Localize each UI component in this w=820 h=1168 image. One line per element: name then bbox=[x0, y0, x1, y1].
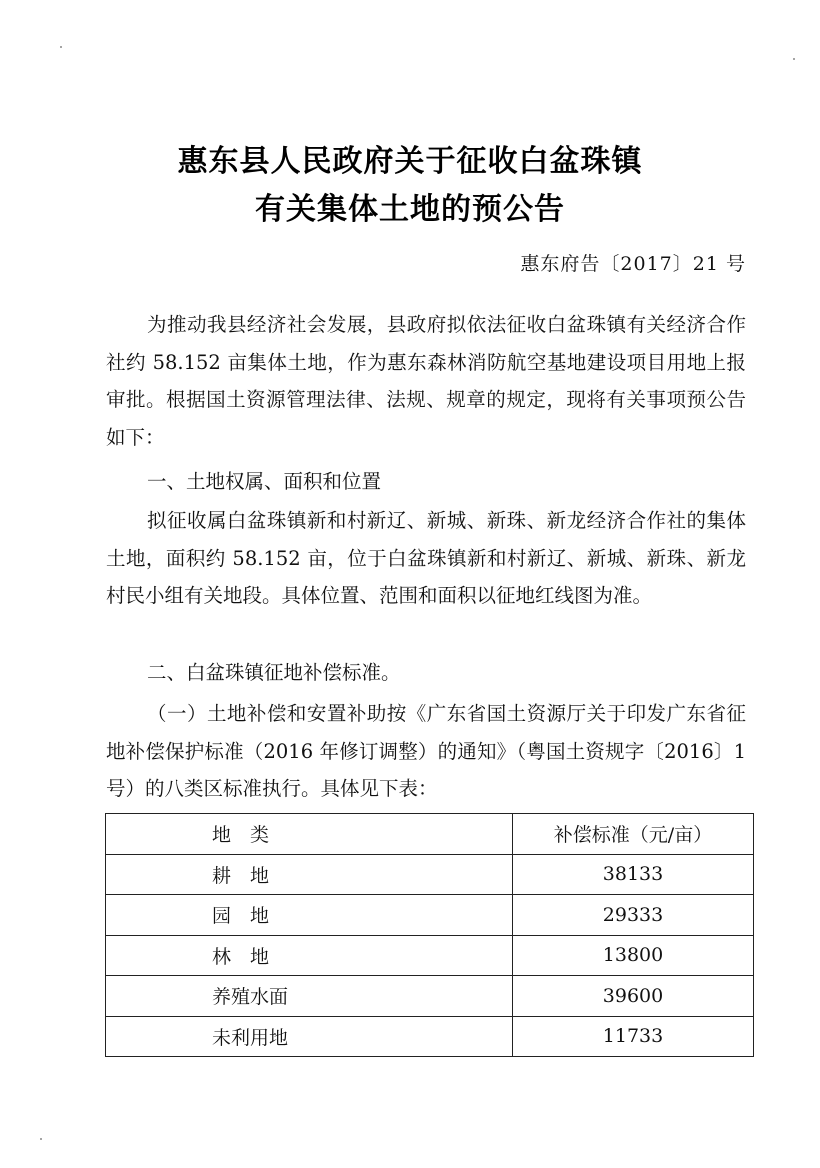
table-header-row bbox=[106, 814, 754, 855]
scan-speck bbox=[793, 58, 795, 60]
table-cell-land-type: 养殖水面 bbox=[106, 976, 513, 1017]
compensation-paragraph: （一）土地补偿和安置补助按《广东省国土资源厅关于印发广东省征地补偿保护标准（2016 年修订调整）的通知》（粤国土资规字〔2016〕1 号）的八类区标准执行。具体见下表： bbox=[106, 702, 746, 800]
section-heading-1: 一、土地权属、面积和位置 bbox=[147, 470, 382, 493]
table-header-standard: 补偿标准（元/亩） bbox=[513, 814, 754, 855]
table-row bbox=[106, 854, 754, 895]
document-number: 惠东府告〔2017〕21 号 bbox=[520, 253, 746, 275]
table-row bbox=[106, 935, 754, 976]
scan-speck bbox=[40, 1138, 42, 1140]
document-title-line-2: 有关集体土地的预公告 bbox=[255, 192, 565, 227]
table-row bbox=[106, 895, 754, 936]
table-cell-land-type: 未利用地 bbox=[106, 1016, 513, 1057]
compensation-table bbox=[105, 813, 754, 1057]
table-cell-standard: 39600 bbox=[513, 976, 754, 1017]
table-cell-land-type: 林 地 bbox=[106, 935, 513, 976]
table-cell-land-type: 耕 地 bbox=[106, 854, 513, 895]
table-cell-standard: 11733 bbox=[513, 1016, 754, 1057]
table-cell-standard: 29333 bbox=[513, 895, 754, 936]
table-cell-standard: 13800 bbox=[513, 935, 754, 976]
intro-paragraph: 为推动我县经济社会发展，县政府拟依法征收白盆珠镇有关经济合作社约 58.152 亩集体土地，作为惠东森林消防航空基地建设项目用地上报审批。根据国土资源管理法律、法规、规章的规定，现将有关事项预公告如下： bbox=[106, 313, 746, 449]
table-cell-land-type: 园 地 bbox=[106, 895, 513, 936]
document-title-line-1: 惠东县人民政府关于征收白盆珠镇 bbox=[177, 144, 643, 179]
section-heading-2: 二、白盆珠镇征地补偿标准。 bbox=[147, 661, 401, 684]
table-row bbox=[106, 976, 754, 1017]
land-location-paragraph: 拟征收属白盆珠镇新和村新辽、新城、新珠、新龙经济合作社的集体土地，面积约 58.152 亩，位于白盆珠镇新和村新辽、新城、新珠、新龙村民小组有关地段。具体位置、范围和面积以征地红线图为准。 bbox=[106, 509, 746, 607]
table-header-land-type: 地 类 bbox=[106, 814, 513, 855]
table-row bbox=[106, 1016, 754, 1057]
scan-speck bbox=[60, 46, 62, 48]
table-cell-standard: 38133 bbox=[513, 854, 754, 895]
